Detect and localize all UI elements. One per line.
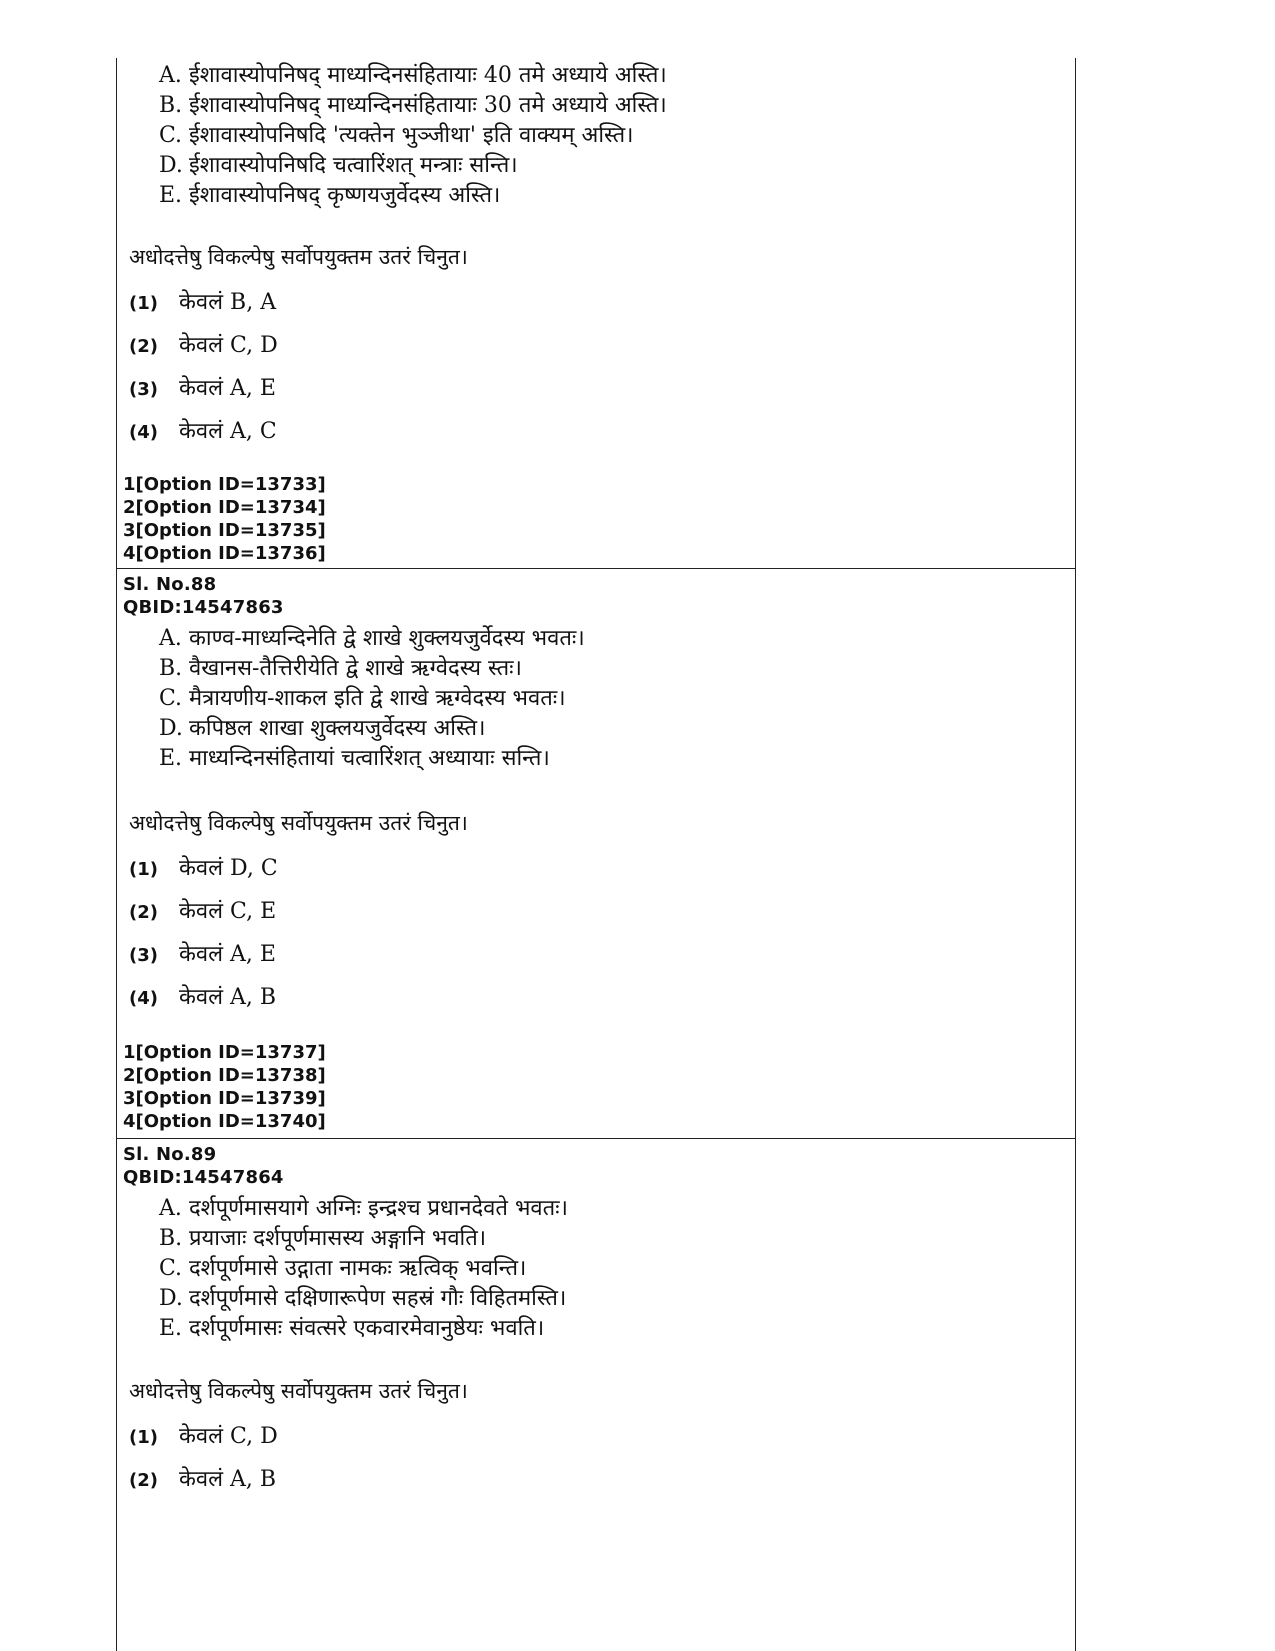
statement-c: C. मैत्रायणीय-शाकल इति द्वे शाखे ऋग्वेदस्य भवतः। (159, 686, 566, 711)
option-id: 3[Option ID=13735] (123, 520, 326, 541)
option-1: (1) केवलं D, C (129, 856, 278, 881)
option-1: (1) केवलं C, D (129, 1424, 278, 1449)
statement-a: A. ईशावास्योपनिषद् माध्यन्दिनसंहितायाः 40 तमे अध्याये अस्ति। (159, 63, 667, 88)
option-2: (2) केवलं C, E (129, 899, 277, 924)
statement-e: E. ईशावास्योपनिषद् कृष्णयजुर्वेदस्य अस्ति। (159, 183, 501, 208)
instruction: अधोदत्तेषु विकल्पेषु सर्वोपयुक्तम उतरं चिनुत। (129, 245, 468, 269)
statement-d: D. ईशावास्योपनिषदि चत्वारिंशत् मन्त्राः सन्ति। (159, 153, 518, 178)
option-id: 2[Option ID=13738] (123, 1065, 326, 1086)
qbid: QBID:14547863 (123, 597, 284, 618)
divider (117, 1138, 1075, 1139)
option-id: 4[Option ID=13736] (123, 543, 326, 564)
question-header (123, 573, 284, 619)
option-ids (123, 473, 326, 565)
option-2: (2) केवलं A, B (129, 1467, 277, 1492)
question-header (123, 1143, 284, 1189)
instruction: अधोदत्तेषु विकल्पेषु सर्वोपयुक्तम उतरं चिनुत। (129, 811, 468, 835)
statement-c: C. दर्शपूर्णमासे उद्गाता नामकः ऋत्विक् भवन्ति। (159, 1256, 527, 1281)
option-id: 1[Option ID=13733] (123, 474, 326, 495)
option-3: (3) केवलं A, E (129, 376, 276, 401)
divider (117, 568, 1075, 569)
serial-number: Sl. No.89 (123, 1144, 217, 1165)
statement-a: A. दर्शपूर्णमासयागे अग्निः इन्द्रश्च प्रधानदेवते भवतः। (159, 1196, 568, 1221)
option-id: 4[Option ID=13740] (123, 1111, 326, 1132)
option-3: (3) केवलं A, E (129, 942, 276, 967)
option-2: (2) केवलं C, D (129, 333, 278, 358)
qbid: QBID:14547864 (123, 1167, 284, 1188)
statement-b: B. ईशावास्योपनिषद् माध्यन्दिनसंहितायाः 30 तमे अध्याये अस्ति। (159, 93, 667, 118)
statement-e: E. दर्शपूर्णमासः संवत्सरे एकवारमेवानुष्ठेयः भवति। (159, 1316, 545, 1341)
question-frame (116, 58, 1076, 1651)
option-ids (123, 1041, 326, 1133)
option-id: 2[Option ID=13734] (123, 497, 326, 518)
instruction: अधोदत्तेषु विकल्पेषु सर्वोपयुक्तम उतरं चिनुत। (129, 1379, 468, 1403)
statement-b: B. वैखानस-तैत्तिरीयेति द्वे शाखे ऋग्वेदस्य स्तः। (159, 656, 522, 681)
statement-c: C. ईशावास्योपनिषदि 'त्यक्तेन भुञ्जीथा' इति वाक्यम् अस्ति। (159, 123, 634, 148)
statement-e: E. माध्यन्दिनसंहितायां चत्वारिंशत् अध्यायाः सन्ति। (159, 746, 550, 771)
serial-number: Sl. No.88 (123, 574, 217, 595)
option-id: 1[Option ID=13737] (123, 1042, 326, 1063)
option-4: (4) केवलं A, C (129, 419, 277, 444)
statement-a: A. काण्व-माध्यन्दिनेति द्वे शाखे शुक्लयजुर्वेदस्य भवतः। (159, 626, 585, 651)
option-id: 3[Option ID=13739] (123, 1088, 326, 1109)
statement-d: D. कपिष्ठल शाखा शुक्लयजुर्वेदस्य अस्ति। (159, 716, 486, 741)
option-4: (4) केवलं A, B (129, 985, 277, 1010)
option-1: (1) केवलं B, A (129, 290, 277, 315)
statement-b: B. प्रयाजाः दर्शपूर्णमासस्य अङ्गानि भवति। (159, 1226, 487, 1251)
statement-d: D. दर्शपूर्णमासे दक्षिणारूपेण सहस्रं गौः विहितमस्ति। (159, 1286, 567, 1311)
